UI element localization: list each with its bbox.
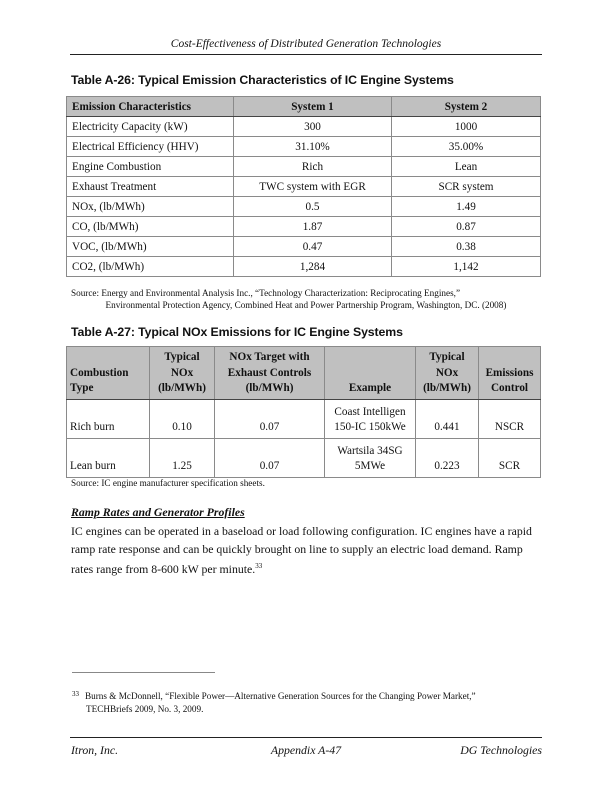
column-header-example-nox: Typical NOx (lb/MWh) — [416, 347, 479, 400]
table-row — [67, 237, 541, 257]
cell: 0.5 — [234, 197, 392, 217]
typical-nox: 0.10 — [150, 399, 215, 438]
footnote-ref[interactable]: 33 — [255, 562, 263, 570]
cell: 0.47 — [234, 237, 392, 257]
footnote-line-2: TECHBriefs 2009, No. 3, 2009. — [86, 703, 204, 714]
table-row — [67, 157, 541, 177]
cell: 1.87 — [234, 217, 392, 237]
cell: Lean — [392, 157, 541, 177]
table-header-row — [67, 97, 541, 117]
cell: 1.49 — [392, 197, 541, 217]
cell: 0.87 — [392, 217, 541, 237]
row-label: Electrical Efficiency (HHV) — [67, 137, 234, 157]
column-header-nox-target: NOx Target with Exhaust Controls (lb/MWh) — [215, 347, 325, 400]
footnote-number: 33 — [72, 690, 79, 698]
footer-right: DG Technologies — [460, 743, 542, 757]
header-rule — [70, 54, 542, 55]
footnote-rule — [72, 672, 215, 673]
example-nox: 0.223 — [416, 438, 479, 477]
table-a27 — [66, 346, 541, 478]
row-label: NOx, (lb/MWh) — [67, 197, 234, 217]
cell: 31.10% — [234, 137, 392, 157]
column-header-combustion-type: Combustion Type — [67, 347, 150, 400]
example-nox: 0.441 — [416, 399, 479, 438]
table-row — [67, 177, 541, 197]
example: Coast Intelligen 150-IC 150kWe — [325, 399, 416, 438]
emissions-control: NSCR — [479, 399, 541, 438]
footer-rule — [70, 737, 542, 738]
table-row — [67, 399, 541, 438]
body-paragraph: IC engines can be operated in a baseload or load following configuration. IC engines have a rapid ramp rate response and can be quickly brought on line to supply an electric load demand. Ramp rates range from 8-600 kW per minute.$^{33}$ — [71, 524, 532, 576]
cell: 1,284 — [234, 257, 392, 277]
table-row — [67, 117, 541, 137]
combustion-type: Rich burn — [67, 399, 150, 438]
column-header-example: Example — [325, 347, 416, 400]
column-header: System 1 — [234, 97, 392, 117]
nox-target: 0.07 — [215, 399, 325, 438]
column-header: Emission Characteristics — [67, 97, 234, 117]
table-a26-title: Table A-26: Typical Emission Characteristics of IC Engine Systems — [71, 73, 454, 87]
row-label: Exhaust Treatment — [67, 177, 234, 197]
footnote — [72, 688, 542, 715]
table-row — [67, 217, 541, 237]
table-a27-title: Table A-27: Typical NOx Emissions for IC Engine Systems — [71, 325, 403, 339]
row-label: VOC, (lb/MWh) — [67, 237, 234, 257]
footer-page-number: Appendix A-47 — [270, 743, 342, 757]
footnote-line-1: Burns & McDonnell, “Flexible Power—Alternative Generation Sources for the Changing Power Market,” — [85, 691, 476, 701]
cell: 0.38 — [392, 237, 541, 257]
table-row — [67, 137, 541, 157]
table-a26-source — [71, 287, 541, 311]
row-label: CO2, (lb/MWh) — [67, 257, 234, 277]
source-line-1: Source: Energy and Environmental Analysis Inc., “Technology Characterization: Reciprocating Engines,” — [71, 288, 461, 298]
row-label: Electricity Capacity (kW) — [67, 117, 234, 137]
cell: 35.00% — [392, 137, 541, 157]
column-header: System 2 — [392, 97, 541, 117]
running-header: Cost-Effectiveness of Distributed Generation Technologies — [170, 38, 442, 50]
nox-target: 0.07 — [215, 438, 325, 477]
table-a27-source: Source: IC engine manufacturer specification sheets. — [71, 478, 265, 488]
cell: 300 — [234, 117, 392, 137]
table-row — [67, 197, 541, 217]
combustion-type: Lean burn — [67, 438, 150, 477]
cell: Rich — [234, 157, 392, 177]
typical-nox: 1.25 — [150, 438, 215, 477]
row-label: CO, (lb/MWh) — [67, 217, 234, 237]
table-row — [67, 257, 541, 277]
source-line-2: Environmental Protection Agency, Combined Heat and Power Partnership Program, Washington, DC. (2008) — [105, 300, 507, 310]
column-header-typical-nox: Typical NOx (lb/MWh) — [150, 347, 215, 400]
cell: 1000 — [392, 117, 541, 137]
table-header-row — [67, 347, 541, 400]
cell: TWC system with EGR — [234, 177, 392, 197]
table-a26 — [66, 96, 541, 277]
table-row — [67, 438, 541, 477]
section-heading: Ramp Rates and Generator Profiles — [71, 505, 245, 519]
footer-left: Itron, Inc. — [71, 743, 119, 757]
emissions-control: SCR — [479, 438, 541, 477]
row-label: Engine Combustion — [67, 157, 234, 177]
cell: 1,142 — [392, 257, 541, 277]
example: Wartsila 34SG 5MWe — [325, 438, 416, 477]
column-header-emissions-control: Emissions Control — [479, 347, 541, 400]
cell: SCR system — [392, 177, 541, 197]
